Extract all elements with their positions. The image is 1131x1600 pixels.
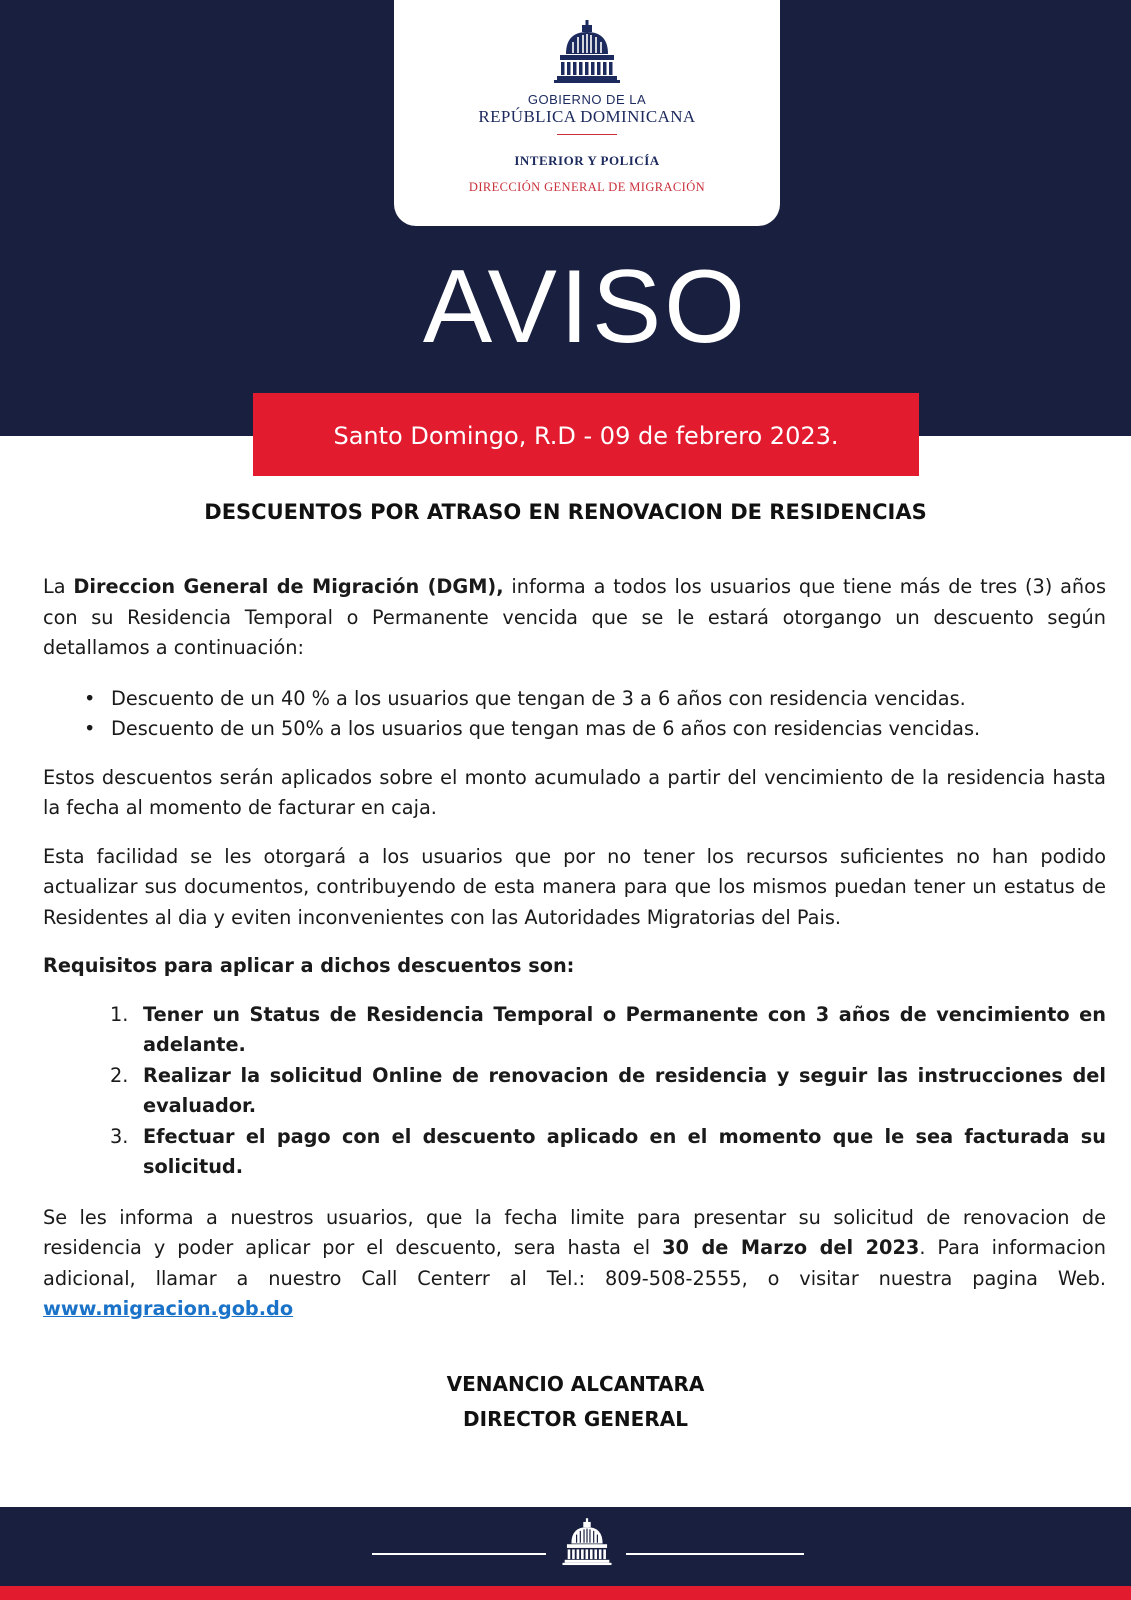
government-name-line2: REPÚBLICA DOMINICANA <box>478 107 696 126</box>
list-item-text: Efectuar el pago con el descuento aplicado en el momento que le sea facturada su solicitud. <box>143 1124 1106 1178</box>
deadline-text-part1: Se les informa a nuestros usuarios, que la fecha limite para presentar su solicitud de renovacion de residencia y poder aplicar por el descuento, sera hasta el <box>43 1205 1106 1259</box>
application-paragraph: Estos descuentos serán aplicados sobre el monto acumulado a partir del vencimiento de la residencia hasta la fecha al momento de facturar en caja. <box>43 765 1106 819</box>
list-item-text: Tener un Status de Residencia Temporal o Permanente con 3 años de vencimiento en adelante. <box>143 1002 1106 1056</box>
list-item <box>43 1000 1106 1061</box>
logo-divider <box>557 134 617 135</box>
footer-divider-left <box>372 1553 546 1555</box>
direction-name: DIRECCIÓN GENERAL DE MIGRACIÓN <box>468 180 706 194</box>
intro-prefix: La <box>43 575 74 598</box>
date-banner <box>253 393 919 476</box>
footer-dome-icon <box>561 1518 613 1566</box>
document-title: DESCUENTOS POR ATRASO EN RENOVACION DE RESIDENCIAS <box>204 500 927 524</box>
deadline-paragraph <box>43 1203 1106 1325</box>
list-item-text: Realizar la solicitud Online de renovacion de residencia y seguir las instrucciones del evaluador. <box>143 1063 1106 1117</box>
requirements-list <box>43 1000 1106 1183</box>
bullet-icon: • <box>84 717 96 740</box>
signatory-name: VENANCIO ALCANTARA <box>446 1372 705 1396</box>
organization-name: Direccion General de Migración (DGM), <box>73 575 504 598</box>
discount-list <box>43 684 1106 745</box>
intro-text: informa a todos los usuarios que tiene más de tres (3) años con su Residencia Temporal o Permanente vencida que se le estará otorgango un descuento según detallamos a continuación: <box>43 575 1106 659</box>
website-link[interactable]: www.migracion.gob.do <box>43 1297 294 1320</box>
intro-paragraph <box>43 572 1106 664</box>
signatory-title: DIRECTOR GENERAL <box>463 1407 688 1431</box>
date-text: Santo Domingo, R.D - 09 de febrero 2023. <box>333 422 839 450</box>
document-body <box>43 572 1106 1325</box>
government-logo-card <box>394 0 780 226</box>
footer-red-strip <box>0 1586 1131 1600</box>
bullet-icon: • <box>84 686 96 710</box>
list-number: 1. <box>110 1002 129 1026</box>
list-item <box>84 714 1106 745</box>
list-item-text: Descuento de un 40 % a los usuarios que tengan de 3 a 6 años con residencia vencidas. <box>111 686 966 710</box>
notice-heading: AVISO <box>422 249 749 365</box>
list-item-text: Descuento de un 50% a los usuarios que tengan mas de 6 años con residencias vencidas. <box>111 717 981 740</box>
list-item <box>43 1122 1106 1183</box>
deadline-date: 30 de Marzo del 2023 <box>662 1236 920 1259</box>
deadline-text-part2: . Para informacion adicional, llamar a nuestro Call Centerr al Tel.: 809-508-2555, o visitar nuestra pagina Web. <box>43 1236 1107 1290</box>
requirements-heading: Requisitos para aplicar a dichos descuentos son: <box>43 954 575 977</box>
facility-paragraph: Esta facilidad se les otorgará a los usuarios que por no tener los recursos suficientes no han podido actualizar sus documentos, contribuyendo de esta manera para que los mismos puedan tener un estatus de Residentes al dia y eviten inconvenientes con las Autoridades Migratorias del Pais. <box>43 844 1106 929</box>
list-number: 2. <box>110 1063 129 1087</box>
list-item <box>84 684 1106 715</box>
list-number: 3. <box>110 1124 129 1148</box>
ministry-name: INTERIOR Y POLICÍA <box>514 153 660 168</box>
footer-divider-right <box>626 1553 804 1555</box>
list-item <box>43 1061 1106 1122</box>
capitol-dome-icon <box>552 20 622 84</box>
government-name-line1: GOBIERNO DE LA <box>527 92 647 107</box>
